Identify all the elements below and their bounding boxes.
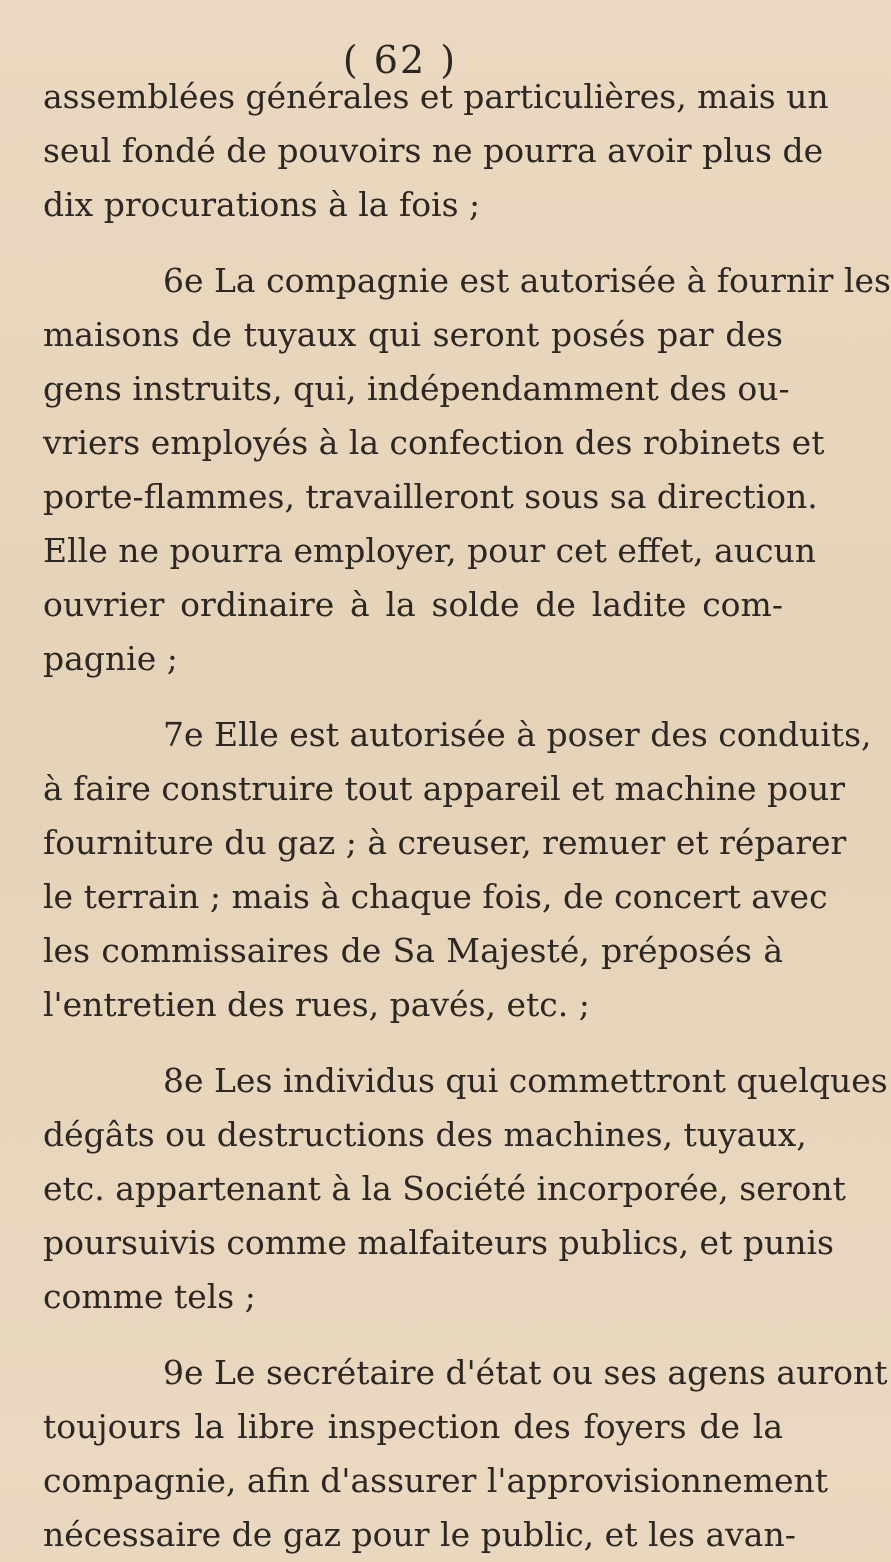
text-line: 9e Le secrétaire d'état ou ses agens auront (163, 1353, 888, 1392)
text-line: maisons de tuyaux qui seront posés par des (43, 315, 783, 354)
paragraph-article-7 (43, 708, 872, 1032)
text-line: l'entretien des rues, pavés, etc. ; (43, 985, 590, 1024)
text-line: dégâts ou destructions des machines, tuyaux, (43, 1115, 807, 1154)
body-text (43, 70, 891, 1562)
text-line: porte-flammes, travailleront sous sa direction. (43, 477, 818, 516)
text-line: ouvrier ordinaire à la solde de ladite com- (43, 585, 783, 624)
text-line: nécessaire de gaz pour le public, et les avan- (43, 1515, 796, 1554)
text-line: compagnie, afin d'assurer l'approvisionnement (43, 1461, 828, 1500)
text-line: 8e Les individus qui commettront quelques (163, 1061, 888, 1100)
text-line: les commissaires de Sa Majesté, préposés à (43, 931, 783, 970)
text-line: comme tels ; (43, 1277, 256, 1316)
text-line: toujours la libre inspection des foyers de la (43, 1407, 783, 1446)
text-line: vriers employés à la confection des robinets et (43, 423, 825, 462)
paragraph-article-8 (43, 1054, 888, 1324)
text-line: le terrain ; mais à chaque fois, de concert avec (43, 877, 828, 916)
text-line: 6e La compagnie est autorisée à fournir les (163, 261, 891, 300)
paragraph-article-6 (43, 254, 891, 686)
paragraph-continuation (43, 70, 829, 232)
text-line: pagnie ; (43, 639, 178, 678)
text-line: Elle ne pourra employer, pour cet effet, aucun (43, 531, 817, 570)
text-line: à faire construire tout appareil et machine pour (43, 769, 846, 808)
text-line: dix procurations à la fois ; (43, 185, 481, 224)
text-line: poursuivis comme malfaiteurs publics, et punis (43, 1223, 834, 1262)
page-number: ( 62 ) (342, 38, 458, 82)
text-line: assemblées générales et particulières, mais un (43, 77, 829, 116)
text-line: seul fondé de pouvoirs ne pourra avoir plus de (43, 131, 824, 170)
text-line: etc. appartenant à la Société incorporée, seront (43, 1169, 846, 1208)
text-line: 7e Elle est autorisée à poser des conduits, (163, 715, 872, 754)
text-line: gens instruits, qui, indépendamment des ou- (43, 369, 790, 408)
text-line: fourniture du gaz ; à creuser, remuer et réparer (43, 823, 847, 862)
paragraph-article-9 (43, 1346, 888, 1562)
